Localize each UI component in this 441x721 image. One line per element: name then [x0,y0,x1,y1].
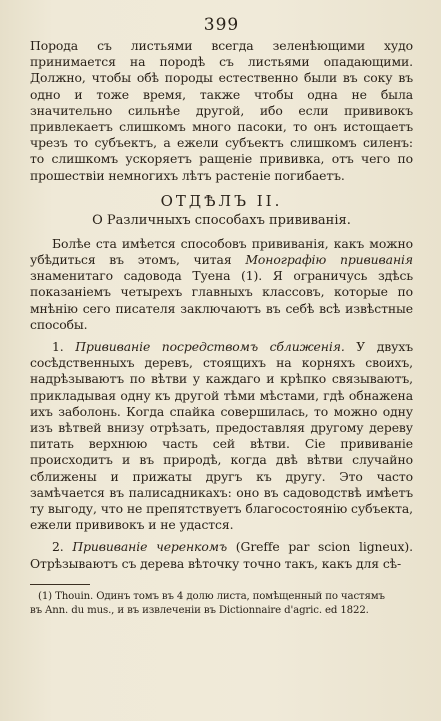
monograph-title: Монографію прививанія [245,252,413,268]
paragraph-scion-grafting [30,539,413,571]
scion-grafting-text: (Greffe par scion ligneux). Отрѣзываютъ съ дерева вѣточку точно такъ, какъ для сѣ- [30,539,413,571]
item-number-1: 1. [52,339,76,355]
section-title: ОТДѢЛЪ II. [160,191,283,210]
section-subtitle: О Различныхъ способахъ прививанія. [92,212,351,228]
paragraph-methods [30,236,413,333]
footnote-divider [30,584,90,585]
approach-grafting-text: У двухъ сосѣдственныхъ деревъ, стоящихъ на корняхъ своихъ, надрѣзываютъ по вѣтви у каждаго и крѣпко связываютъ, прикладывая одну къ другой тѣми мѣстами, гдѣ обнажена ихъ заболонь. Когда спайка совершилась, то можно одну изъ вѣтвей внизу отрѣзать, предоставляя другому дереву питать верхнюю часть сей вѣтви. Сіе прививаніе происходитъ и въ природѣ, когда двѣ вѣтви случайно сближены и прижаты другъ къ другу. Это часто замѣчается въ палисадникахъ: оно въ садоводствѣ имѣетъ ту выгоду, что не препятствуетъ благосостоянію субъекта, ежели прививокъ и не удастся. [30,339,413,533]
paragraph-methods-text-b: знаменитаго садовода Туена (1). Я ограничусь здѣсь показаніемъ четырехъ главныхъ классовъ, которые по мнѣнію сего писателя заключаютъ въ себѣ всѣ извѣстные способы. [30,268,413,332]
page-number: 399 [203,15,240,35]
footnote-line-2: въ Ann. du mus., и въ извлеченіи въ Dictionnaire d'agric. ed 1822. [30,604,369,616]
paragraph-methods-text-a: Болѣе ста имѣется способовъ прививанія, какъ можно убѣдиться въ этомъ, читая [30,235,413,268]
item-number-2: 2. [52,539,73,555]
approach-grafting-heading: Прививаніе посредствомъ сближенія. [75,339,345,355]
footnote-line-1: (1) Thouin. Одинъ томъ въ 4 долю листа, помѣщенный по частямъ [38,590,385,602]
paragraph-approach-grafting [30,339,413,533]
scion-grafting-heading: Прививаніе черенкомъ [72,539,228,555]
paragraph-intro: Порода съ листьями всегда зеленѣющими худо принимается на породѣ съ листьями опадающими. Должно, чтобы обѣ породы естественно были въ соку въ одно и тоже время, также чтобы одна не была значительно сильнѣе другой, ибо если прививокъ привлекаетъ слишкомъ много пасоки, то онъ истощаетъ чрезъ то субъектъ, а ежели субъектъ слишкомъ силенъ: то слишкомъ ускоряетъ ращеніе прививка, отъ чего по прошествіи немногихъ лѣтъ растеніе погибаетъ. [30,38,413,183]
